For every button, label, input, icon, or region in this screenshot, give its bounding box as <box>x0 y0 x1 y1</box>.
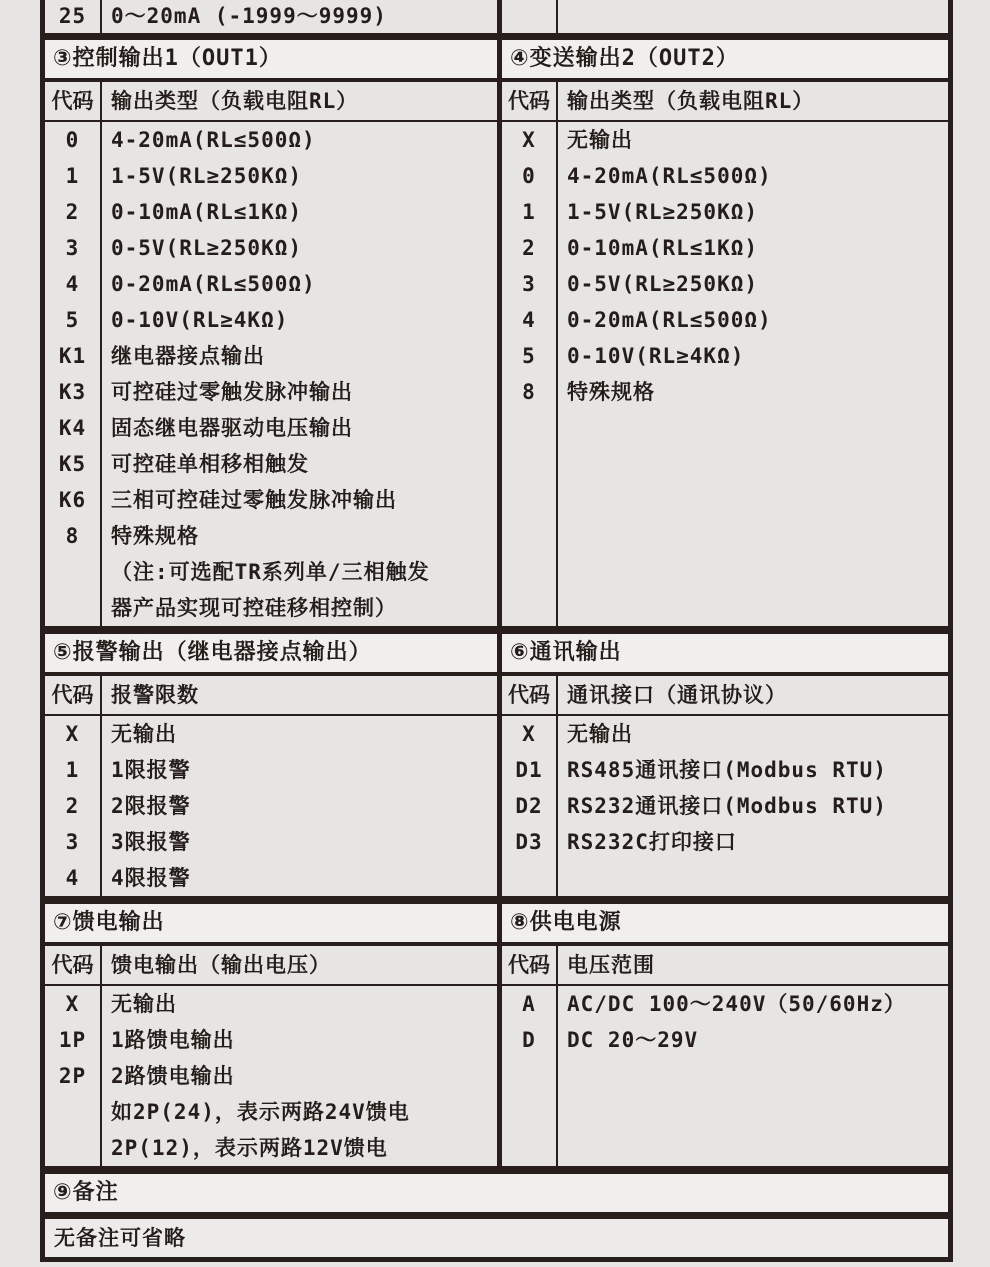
code-cell: 2 <box>522 236 536 260</box>
data-block-out1-out2 <box>40 122 953 630</box>
code-column <box>502 716 556 896</box>
desc-cell: 可控硅过零触发脉冲输出 <box>111 380 353 404</box>
code-column <box>45 986 100 1166</box>
desc-cell: 4限报警 <box>111 866 191 890</box>
code-cell: K3 <box>58 380 87 404</box>
code-cell: 0 <box>65 128 80 152</box>
code-cell: 2P <box>58 1064 87 1088</box>
desc-cell: 特殊规格 <box>567 380 655 404</box>
desc-cell: RS232C打印接口 <box>567 830 737 854</box>
desc-cell <box>558 0 948 33</box>
section-title-power: ⑧供电电源 <box>510 910 622 935</box>
remark-note-cell: 无备注可省略 <box>40 1216 953 1262</box>
desc-cell: 0-10mA(RL≤1KΩ) <box>567 236 759 260</box>
desc-column <box>102 122 497 626</box>
desc-cell: 无输出 <box>111 722 177 746</box>
desc-cell: 器产品实现可控硅移相控制） <box>111 596 397 620</box>
desc-column <box>558 716 948 896</box>
code-cell: 5 <box>65 308 80 332</box>
desc-cell: 继电器接点输出 <box>111 344 265 368</box>
code-cell: D1 <box>515 758 543 782</box>
order-code-spec-table <box>40 0 953 1262</box>
desc-cell: （注:可选配TR系列单/三相触发 <box>111 560 430 584</box>
column-header-row <box>40 676 953 716</box>
code-column-header: 代码 <box>508 683 550 707</box>
code-column <box>502 986 556 1166</box>
desc-cell: 4-20mA(RL≤500Ω) <box>111 128 316 152</box>
desc-cell: 无输出 <box>567 722 633 746</box>
code-cell: 8 <box>522 380 536 404</box>
desc-column <box>102 986 497 1166</box>
desc-cell: RS485通讯接口(Modbus RTU) <box>567 758 887 782</box>
section-header-out1-out2 <box>40 36 953 82</box>
desc-column-header: 输出类型（负载电阻RL） <box>567 89 815 113</box>
code-column-header: 代码 <box>51 683 94 707</box>
desc-column-header: 通讯接口（通讯协议） <box>567 683 787 707</box>
code-cell: 2 <box>65 200 80 224</box>
desc-column <box>558 122 948 626</box>
desc-cell: 0-20mA(RL≤500Ω) <box>111 272 316 296</box>
desc-column <box>558 986 948 1166</box>
code-column <box>502 122 556 626</box>
desc-cell: 1-5V(RL≥250KΩ) <box>111 164 303 188</box>
code-cell: K6 <box>58 488 87 512</box>
code-cell: X <box>65 722 80 746</box>
desc-cell: 0-20mA(RL≤500Ω) <box>567 308 772 332</box>
desc-cell: 2路馈电输出 <box>111 1064 235 1088</box>
code-cell: 3 <box>65 236 80 260</box>
code-cell: 5 <box>522 344 536 368</box>
desc-cell: DC 20～29V <box>567 1028 699 1052</box>
code-cell: 1 <box>65 164 80 188</box>
code-cell: 1P <box>58 1028 87 1052</box>
desc-cell: 可控硅单相移相触发 <box>111 452 309 476</box>
desc-column-header: 电压范围 <box>567 953 655 977</box>
code-cell: K4 <box>58 416 87 440</box>
section-title-comm: ⑥通讯输出 <box>510 640 622 665</box>
code-cell: 2 <box>65 794 80 818</box>
desc-cell: 1路馈电输出 <box>111 1028 235 1052</box>
code-cell <box>502 0 556 33</box>
code-cell: K1 <box>58 344 87 368</box>
section-title-feed: ⑦馈电输出 <box>53 910 165 935</box>
code-cell: D <box>522 1028 536 1052</box>
desc-cell: 三相可控硅过零触发脉冲输出 <box>111 488 397 512</box>
code-cell: 3 <box>522 272 536 296</box>
code-cell: 8 <box>65 524 80 548</box>
desc-cell: 2P(12)，表示两路12V馈电 <box>111 1136 388 1160</box>
desc-cell: 特殊规格 <box>111 524 199 548</box>
partial-range-row <box>40 0 953 36</box>
code-cell: 1 <box>522 200 536 224</box>
code-cell: D3 <box>515 830 543 854</box>
code-column <box>45 122 100 626</box>
desc-cell: 3限报警 <box>111 830 191 854</box>
desc-cell: 0-10mA(RL≤1KΩ) <box>111 200 303 224</box>
code-cell <box>45 1130 100 1166</box>
code-cell: 4 <box>65 272 80 296</box>
desc-column <box>102 716 497 896</box>
code-column-header: 代码 <box>51 953 94 977</box>
desc-cell: 0～20mA (-1999～9999) <box>111 4 387 28</box>
desc-cell: 1-5V(RL≥250KΩ) <box>567 200 759 224</box>
code-cell: X <box>522 722 536 746</box>
data-block-feed-power <box>40 986 953 1170</box>
code-cell: D2 <box>515 794 543 818</box>
code-cell: X <box>522 128 536 152</box>
column-header-row <box>40 946 953 986</box>
desc-cell: 0-10V(RL≥4KΩ) <box>567 344 745 368</box>
section-header-feed-power <box>40 900 953 946</box>
desc-cell: 如2P(24)，表示两路24V馈电 <box>111 1100 410 1124</box>
code-cell: K5 <box>58 452 87 476</box>
desc-column-header: 报警限数 <box>111 683 199 707</box>
desc-cell: RS232通讯接口(Modbus RTU) <box>567 794 887 818</box>
code-cell: A <box>522 992 536 1016</box>
desc-cell: 2限报警 <box>111 794 191 818</box>
desc-cell: 0-5V(RL≥250KΩ) <box>111 236 303 260</box>
section-header-alarm-comm <box>40 630 953 676</box>
code-cell: 25 <box>58 4 87 28</box>
desc-column-header: 输出类型（负载电阻RL） <box>111 89 359 113</box>
desc-cell: AC/DC 100～240V（50/60Hz） <box>567 992 906 1016</box>
code-column-header: 代码 <box>508 89 550 113</box>
code-column-header: 代码 <box>51 89 94 113</box>
code-cell: 4 <box>65 866 80 890</box>
section-title-out1: ③控制输出1（OUT1） <box>53 46 282 71</box>
desc-cell: 0-10V(RL≥4KΩ) <box>111 308 289 332</box>
code-column-header: 代码 <box>508 953 550 977</box>
desc-column-header: 馈电输出（输出电压） <box>111 953 331 977</box>
desc-cell: 1限报警 <box>111 758 191 782</box>
desc-cell: 固态继电器驱动电压输出 <box>111 416 353 440</box>
section-title-remark: ⑨备注 <box>40 1170 953 1216</box>
desc-cell: 无输出 <box>111 992 177 1016</box>
desc-cell: 0-5V(RL≥250KΩ) <box>567 272 759 296</box>
section-title-out2: ④变送输出2（OUT2） <box>510 46 739 71</box>
code-cell: X <box>65 992 80 1016</box>
code-cell: 3 <box>65 830 80 854</box>
code-cell: 1 <box>65 758 80 782</box>
column-header-row <box>40 82 953 122</box>
data-block-alarm-comm <box>40 716 953 900</box>
code-cell <box>45 1094 100 1130</box>
desc-cell: 无输出 <box>567 128 633 152</box>
code-cell: 4 <box>522 308 536 332</box>
code-cell <box>45 590 100 626</box>
section-title-alarm: ⑤报警输出（继电器接点输出） <box>53 640 372 665</box>
code-cell <box>45 554 100 590</box>
desc-cell: 4-20mA(RL≤500Ω) <box>567 164 772 188</box>
code-column <box>45 716 100 896</box>
code-cell: 0 <box>522 164 536 188</box>
